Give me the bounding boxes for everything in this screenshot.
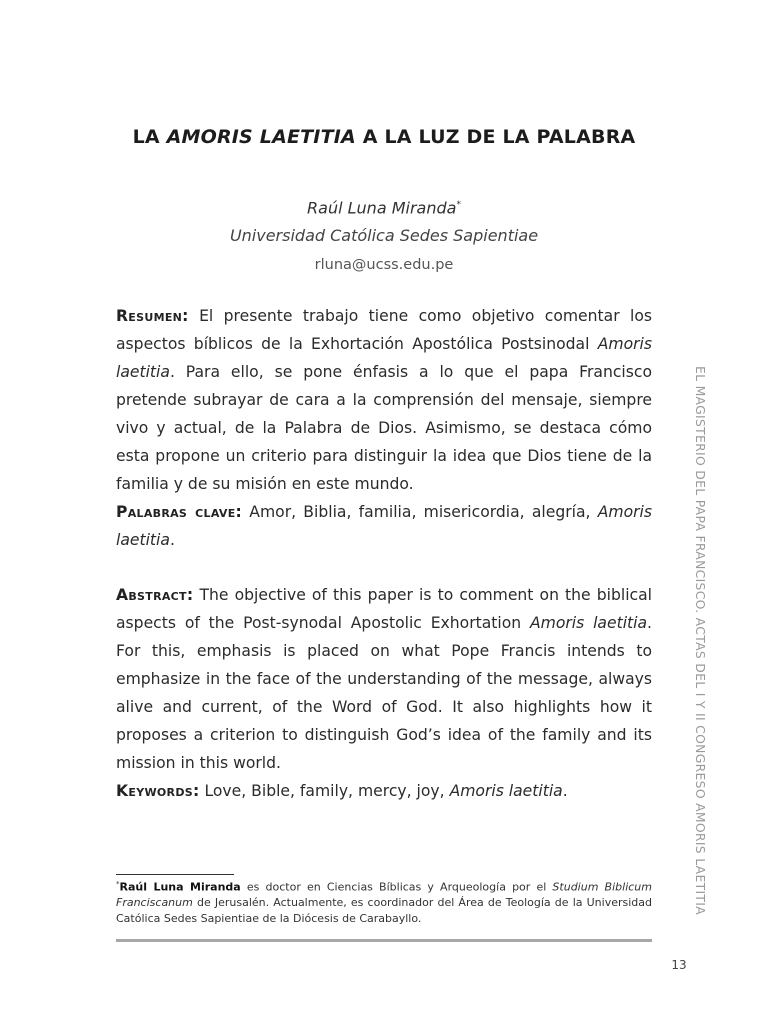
resumen-italic-1: Amoris laetitia xyxy=(116,335,652,381)
footnote-text-1: es doctor en Ciencias Bíblicas y Arqueología por el xyxy=(240,880,553,894)
author-footnote-mark: * xyxy=(456,200,461,210)
footnote-author-name: Raúl Luna Miranda xyxy=(119,880,241,894)
author-name-line xyxy=(0,192,768,221)
palabras-clave-text: Amor, Biblia, familia, misericordia, alegría, xyxy=(242,503,598,521)
author-name: Raúl Luna Miranda xyxy=(307,198,457,218)
abstract-italic-1: Amoris laetitia xyxy=(530,614,648,632)
footnote xyxy=(116,877,652,926)
resumen-section xyxy=(116,302,652,554)
keywords-paragraph xyxy=(116,777,652,805)
footnote-italic: Studium Biblicum Franciscanum xyxy=(116,880,652,910)
title-suffix: A LA LUZ DE LA PALABRA xyxy=(355,126,636,148)
footnote-mark: * xyxy=(116,880,120,888)
footnote-divider xyxy=(116,874,234,875)
keywords-end: . xyxy=(562,782,568,800)
page-number: 13 xyxy=(671,958,687,972)
footnote-text-2: de Jerusalén. Actualmente, es coordinador del Área de Teología de la Universidad Católica Sedes Sapientiae de la Diócesis de Carabayllo. xyxy=(116,896,652,925)
palabras-clave-paragraph xyxy=(116,498,652,554)
running-head-vertical: EL MAGISTERIO DEL PAPA FRANCISCO. ACTAS DEL I Y II CONGRESO AMORIS LAETITIA xyxy=(693,366,708,916)
resumen-label: Resumen: xyxy=(116,307,189,325)
resumen-paragraph xyxy=(116,302,652,498)
bottom-divider xyxy=(116,939,652,942)
palabras-clave-end: . xyxy=(169,531,175,549)
abstract-label: Abstract: xyxy=(116,586,194,604)
palabras-clave-italic: Amoris laetitia xyxy=(116,503,652,549)
resumen-text-1: El presente trabajo tiene como objetivo comentar los aspectos bíblicos de la Exhortación Apostólica Postsinodal xyxy=(116,307,652,353)
abstract-text-2: . For this, emphasis is placed on what Pope Francis intends to emphasize in the face of the understanding of the message, always alive and current, of the Word of God. It also highlights how it proposes a criterion to distinguish God’s idea of the family and its mission in this world. xyxy=(116,614,652,772)
abstract-text-1: The objective of this paper is to comment on the biblical aspects of the Post-synodal Apostolic Exhortation xyxy=(116,586,652,632)
resumen-text-2: . Para ello, se pone énfasis a lo que el papa Francisco pretende subrayar de cara a la comprensión del mensaje, siempre vivo y actual, de la Palabra de Dios. Asimismo, se destaca cómo esta propone un criterio para distinguir la idea que Dios tiene de la familia y de su misión en este mundo. xyxy=(116,363,652,493)
title-italic: AMORIS LAETITIA xyxy=(166,126,356,148)
keywords-italic: Amoris laetitia xyxy=(449,782,563,800)
author-affiliation: Universidad Católica Sedes Sapientiae xyxy=(229,226,539,246)
abstract-paragraph xyxy=(116,581,652,777)
footnote-paragraph xyxy=(116,877,652,926)
article-title xyxy=(0,126,768,148)
abstract-section xyxy=(116,581,652,805)
author-block xyxy=(0,192,768,279)
keywords-text: Love, Bible, family, mercy, joy, xyxy=(199,782,450,800)
palabras-clave-label: Palabras clave: xyxy=(116,503,243,521)
title-prefix: LA xyxy=(132,126,167,148)
author-email[interactable]: rluna@ucss.edu.pe xyxy=(314,257,454,274)
keywords-label: Keywords: xyxy=(116,782,200,800)
